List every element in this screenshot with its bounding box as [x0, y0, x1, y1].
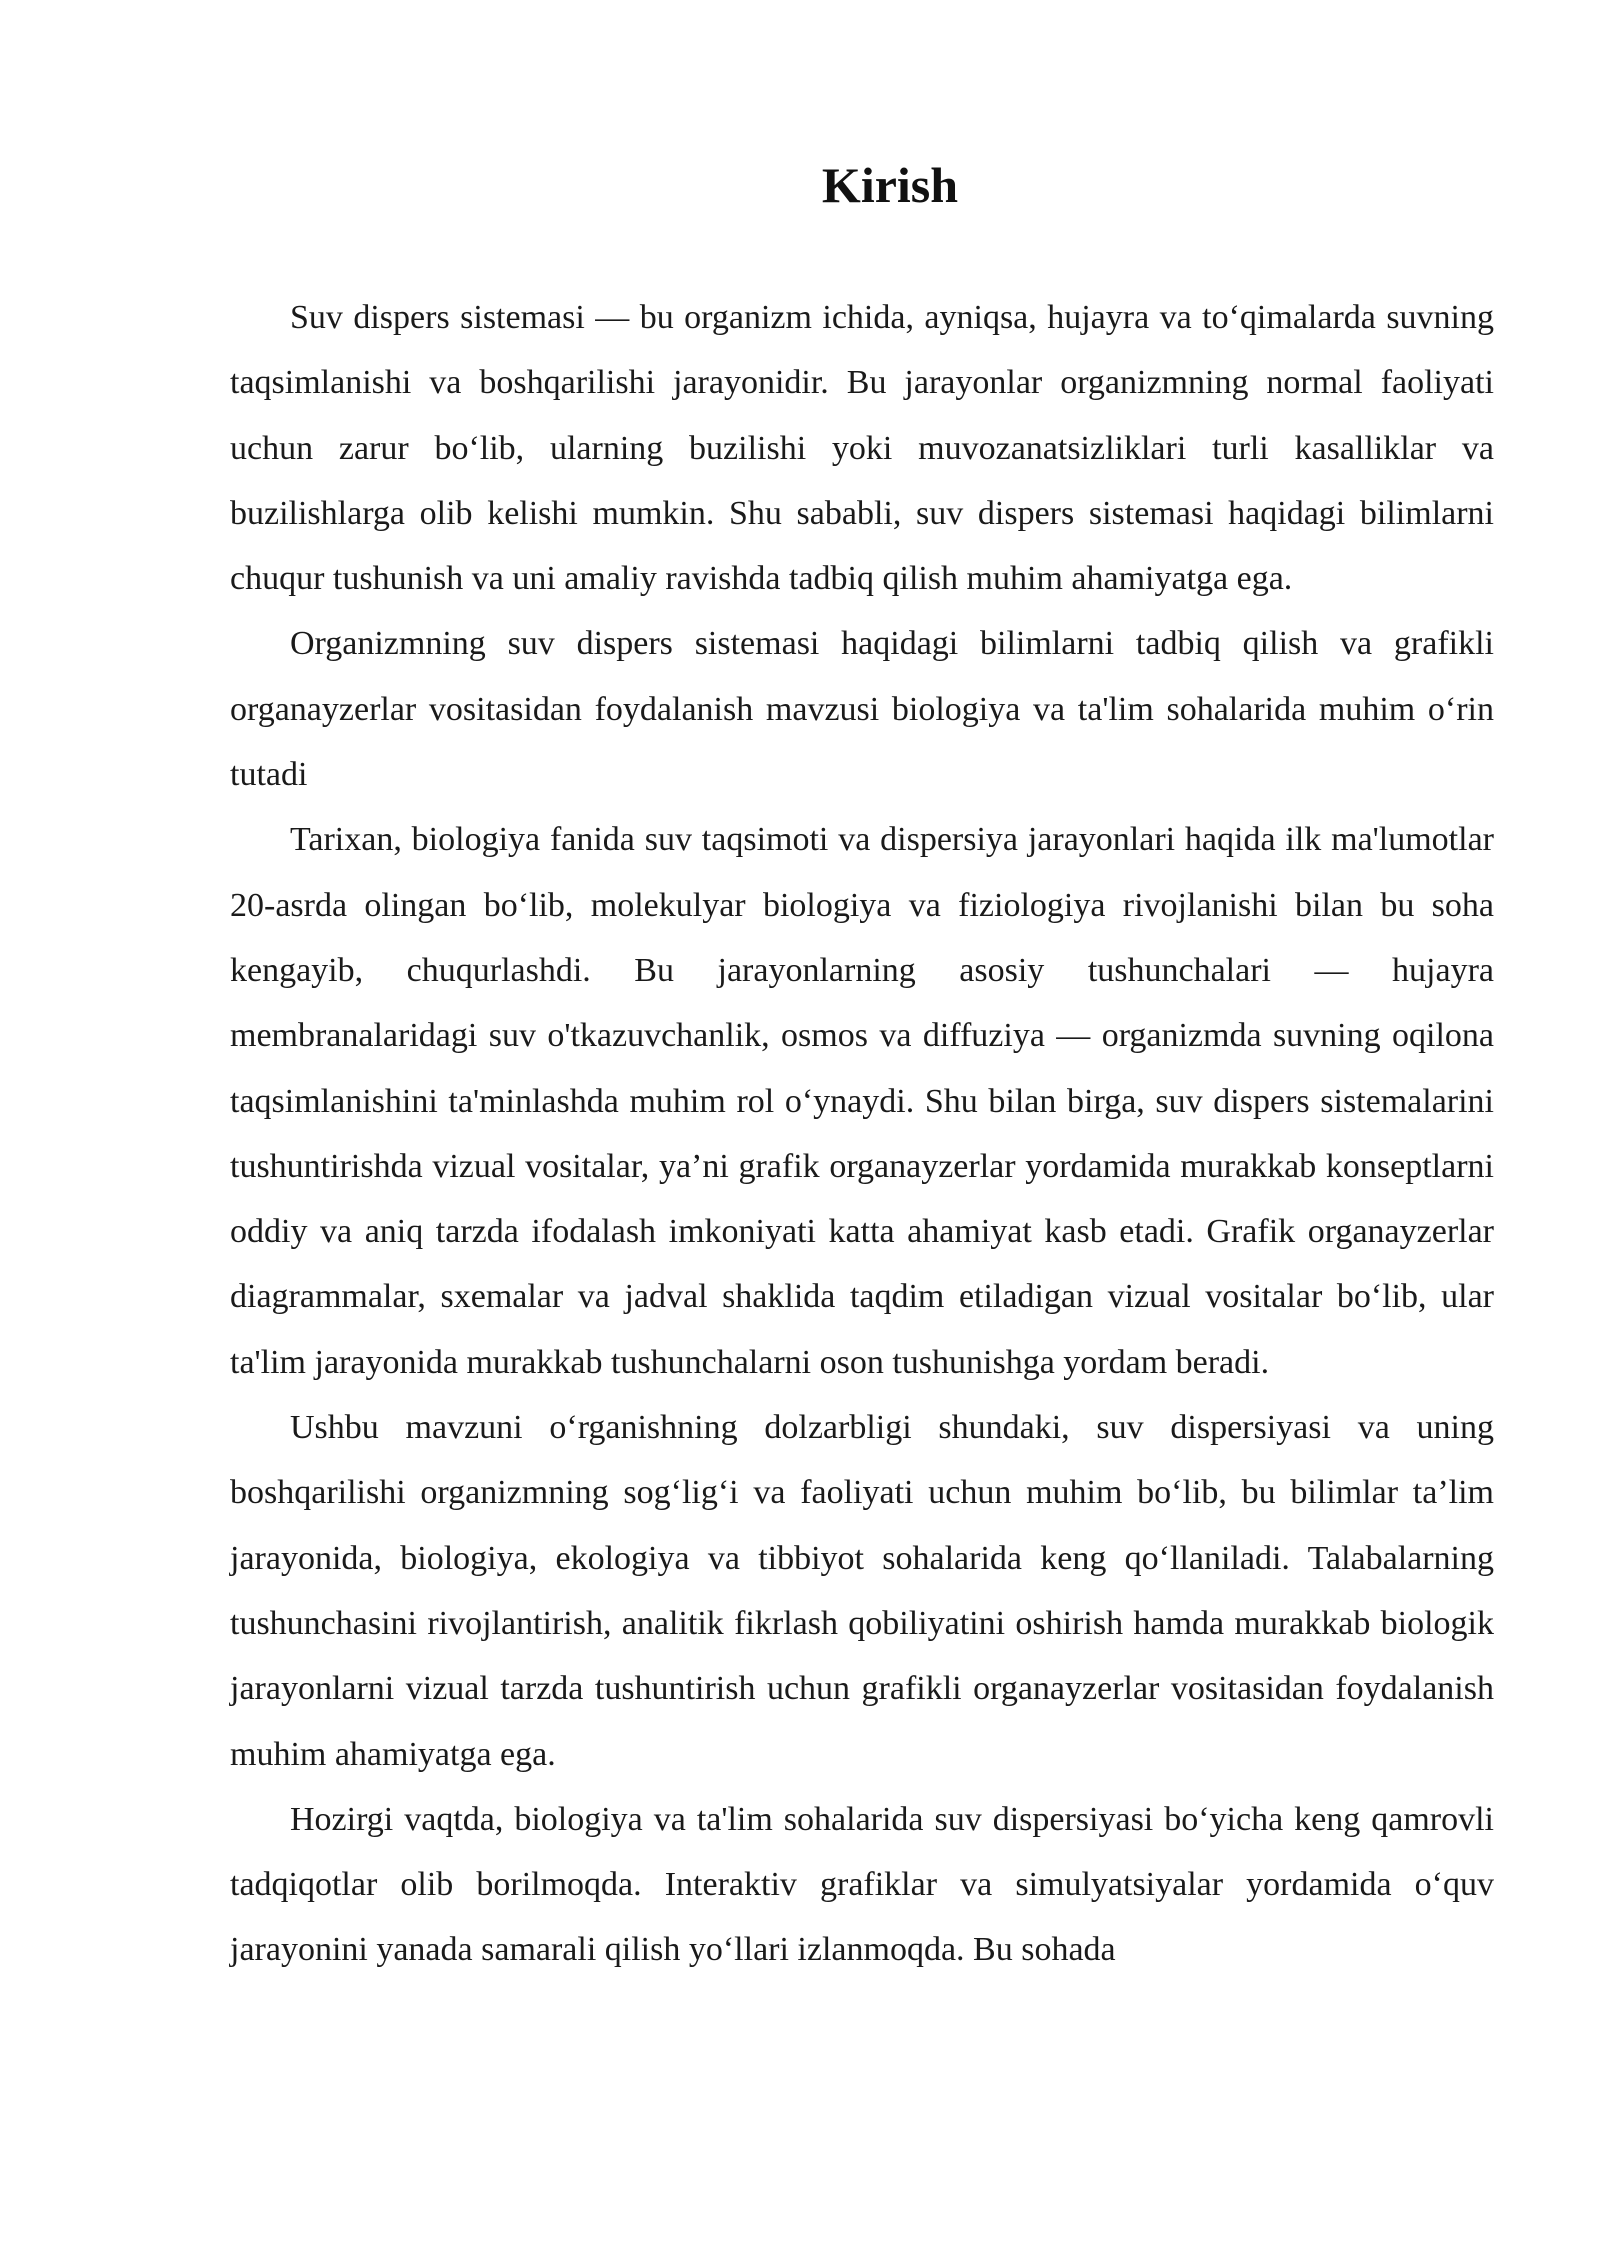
body-text [230, 285, 1494, 1983]
paragraph-5: Hozirgi vaqtda, biologiya va ta'lim sohalarida suv dispersiyasi bo‘yicha keng qamrovli tadqiqotlar olib borilmoqda. Interaktiv grafiklar va simulyatsiyalar yordamida o‘quv jarayonini yanada samarali qilish yo‘llari izlanmoqda. Bu sohada [230, 1800, 1494, 1969]
paragraph-2: Organizmning suv dispers sistemasi haqidagi bilimlarni tadbiq qilish va grafikli organayzerlar vositasidan foydalanish mavzusi biologiya va ta'lim sohalarida muhim o‘rin tutadi [230, 625, 1494, 794]
paragraph-3: Tarixan, biologiya fanida suv taqsimoti va dispersiya jarayonlari haqida ilk ma'lumotlar 20-asrda olingan bo‘lib, molekulyar biologiya va fiziologiya rivojlanishi bilan bu soha kengayib, chuqurlashdi. Bu jarayonlarning asosiy tushunchalari — hujayra membranalaridagi suv o'tkazuvchanlik, osmos va diffuziya — organizmda suvning oqilona taqsimlanishini ta'minlashda muhim rol o‘ynaydi. Shu bilan birga, suv dispers sistemalarini tushuntirishda vizual vositalar, ya’ni grafik organayzerlar yordamida murakkab konseptlarni oddiy va aniq tarzda ifodalash imkoniyati katta ahamiyat kasb etadi. Grafik organayzerlar diagrammalar, sxemalar va jadval shaklida taqdim etiladigan vizual vositalar bo‘lib, ular ta'lim jarayonida murakkab tushunchalarni oson tushunishga yordam beradi. [230, 821, 1494, 1381]
page-title: Kirish [821, 157, 959, 213]
paragraph-4: Ushbu mavzuni o‘rganishning dolzarbligi shundaki, suv dispersiyasi va uning boshqarilishi organizmning sog‘lig‘i va faoliyati uchun muhim bo‘lib, bu bilimlar ta’lim jarayonida, biologiya, ekologiya va tibbiyot sohalarida keng qo‘llaniladi. Talabalarning tushunchasini rivojlantirish, analitik fikrlash qobiliyatini oshirish hamda murakkab biologik jarayonlarni vizual tarzda tushuntirish uchun grafikli organayzerlar vositasidan foydalanish muhim ahamiyatga ega. [230, 1409, 1494, 1773]
paragraph-1: Suv dispers sistemasi — bu organizm ichida, ayniqsa, hujayra va to‘qimalarda suvning taqsimlanishi va boshqarilishi jarayonidir. Bu jarayonlar organizmning normal faoliyati uchun zarur bo‘lib, ularning buzilishi yoki muvozanatsizliklari turli kasalliklar va buzilishlarga olib kelishi mumkin. Shu sababli, suv dispers sistemasi haqidagi bilimlarni chuqur tushunish va uni amaliy ravishda tadbiq qilish muhim ahamiyatga ega. [230, 299, 1494, 598]
